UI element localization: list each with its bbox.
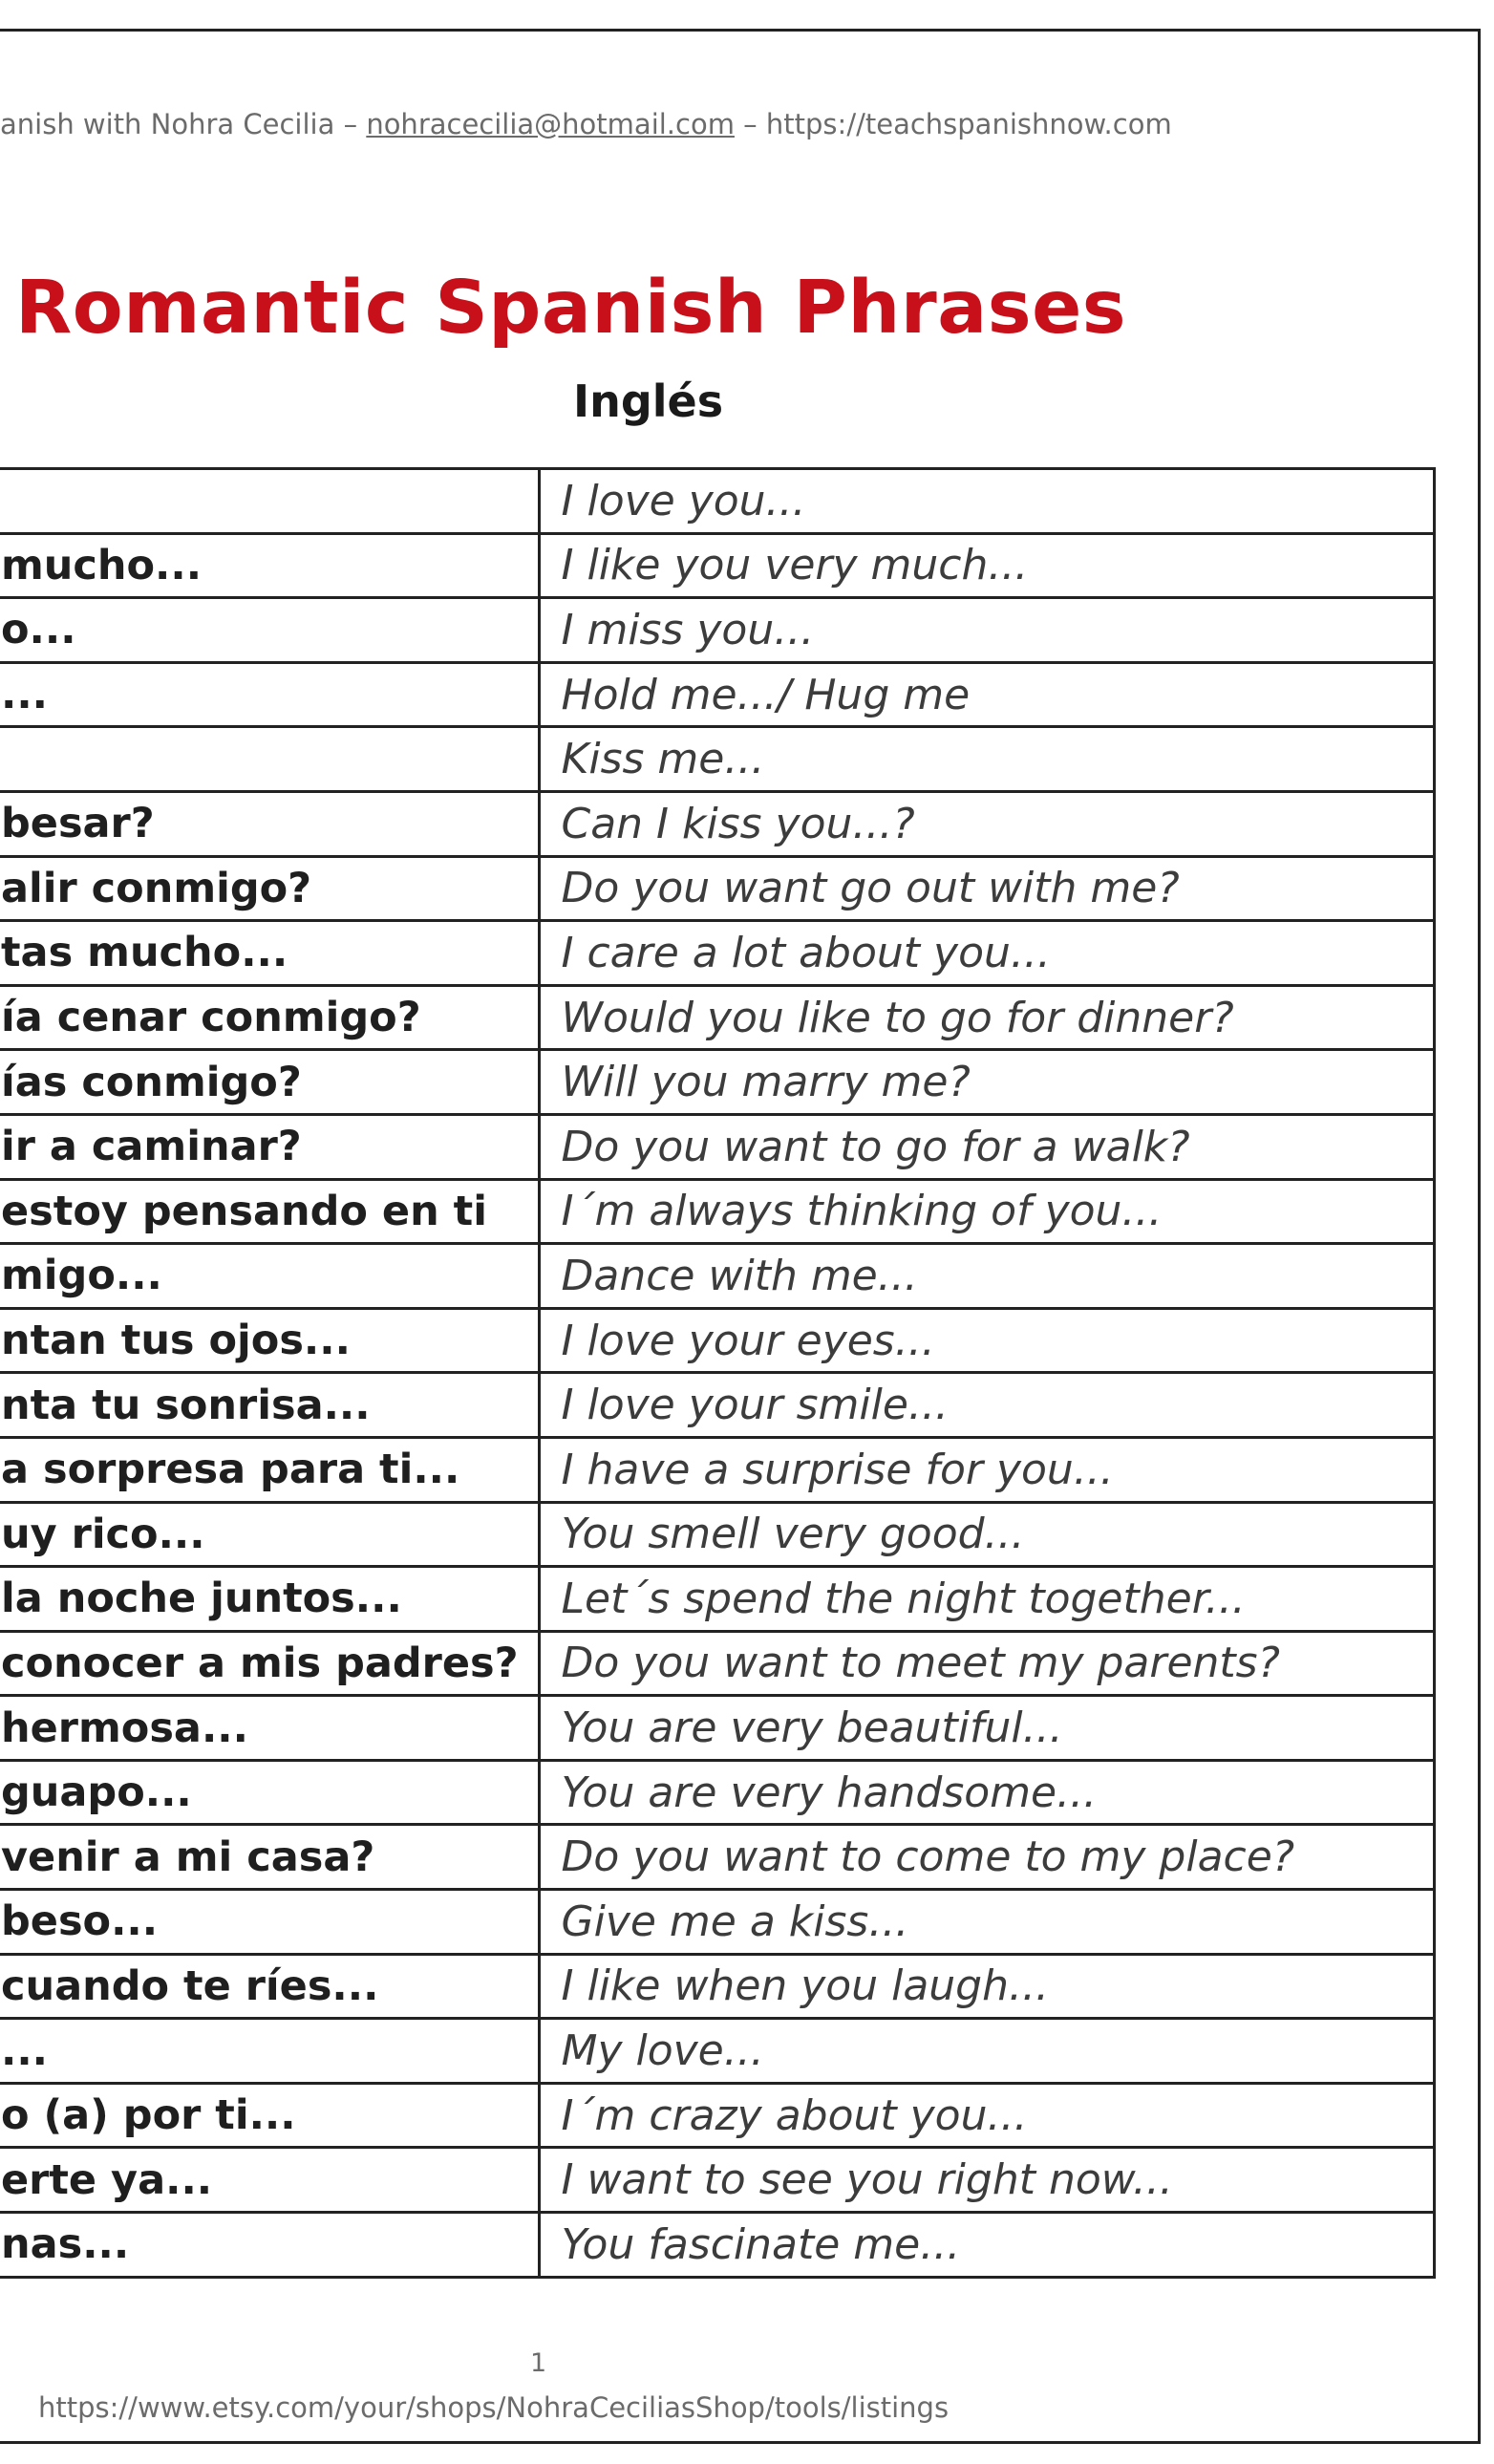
spanish-phrase-cell: ntan tus ojos...	[0, 1308, 539, 1373]
table-row	[0, 985, 1434, 1050]
spanish-phrase-cell: uy rico...	[0, 1502, 539, 1567]
table-row	[0, 469, 1434, 534]
table-row	[0, 1114, 1434, 1179]
spanish-phrase-cell: conocer a mis padres?	[0, 1631, 539, 1696]
spanish-phrase-cell: guapo...	[0, 1760, 539, 1825]
english-phrase-cell: I´m crazy about you...	[539, 2083, 1434, 2148]
spanish-phrase-cell: ía cenar conmigo?	[0, 985, 539, 1050]
phrases-table	[0, 467, 1436, 2279]
header-suffix: – https://teachspanishnow.com	[734, 108, 1172, 140]
spanish-phrase-cell: beso...	[0, 1890, 539, 1955]
english-phrase-cell: I like you very much...	[539, 533, 1434, 598]
table-row	[0, 598, 1434, 663]
english-phrase-cell: You are very beautiful...	[539, 1696, 1434, 1761]
footer-url: https://www.etsy.com/your/shops/NohraCeciliasShop/tools/listings	[38, 2391, 950, 2424]
english-phrase-cell: I love your smile...	[539, 1373, 1434, 1438]
spanish-phrase-cell: o (a) por ti...	[0, 2083, 539, 2148]
spanish-phrase-cell	[0, 469, 539, 534]
english-phrase-cell: My love...	[539, 2019, 1434, 2084]
spanish-phrase-cell: ...	[0, 2019, 539, 2084]
english-phrase-cell: Let´s spend the night together...	[539, 1567, 1434, 1632]
spanish-phrase-cell: ir a caminar?	[0, 1114, 539, 1179]
table-row	[0, 1244, 1434, 1309]
spanish-phrase-cell: estoy pensando en ti	[0, 1179, 539, 1244]
english-phrase-cell: You fascinate me...	[539, 2213, 1434, 2278]
table-row	[0, 1696, 1434, 1761]
english-phrase-cell: Will you marry me?	[539, 1050, 1434, 1115]
header-line	[0, 108, 1433, 140]
english-phrase-cell: I love you...	[539, 469, 1434, 534]
english-phrase-cell: Kiss me...	[539, 727, 1434, 792]
spanish-phrase-cell: besar?	[0, 791, 539, 856]
english-phrase-cell: Give me a kiss...	[539, 1890, 1434, 1955]
spanish-phrase-cell: alir conmigo?	[0, 856, 539, 921]
document-page	[0, 29, 1481, 2444]
english-phrase-cell: I like when you laugh...	[539, 1954, 1434, 2019]
table-row	[0, 2213, 1434, 2278]
table-row	[0, 1760, 1434, 1825]
english-phrase-cell: I care a lot about you...	[539, 921, 1434, 986]
header-prefix: anish with Nohra Cecilia –	[0, 108, 367, 140]
table-row	[0, 2148, 1434, 2213]
table-row	[0, 1954, 1434, 2019]
spanish-phrase-cell: venir a mi casa?	[0, 1825, 539, 1890]
spanish-phrase-cell: a sorpresa para ti...	[0, 1437, 539, 1502]
spanish-phrase-cell	[0, 727, 539, 792]
table-row	[0, 727, 1434, 792]
english-phrase-cell: Do you want to meet my parents?	[539, 1631, 1434, 1696]
english-phrase-cell: I want to see you right now...	[539, 2148, 1434, 2213]
spanish-phrase-cell: mucho...	[0, 533, 539, 598]
header-email-link[interactable]: nohracecilia@hotmail.com	[366, 108, 735, 140]
table-row	[0, 1437, 1434, 1502]
english-phrase-cell: I miss you...	[539, 598, 1434, 663]
table-row	[0, 533, 1434, 598]
english-phrase-cell: Do you want go out with me?	[539, 856, 1434, 921]
table-row	[0, 2019, 1434, 2084]
english-phrase-cell: You smell very good...	[539, 1502, 1434, 1567]
spanish-phrase-cell: nas...	[0, 2213, 539, 2278]
page-number: 1	[530, 2348, 547, 2378]
table-row	[0, 1050, 1434, 1115]
english-phrase-cell: Dance with me...	[539, 1244, 1434, 1309]
spanish-phrase-cell: hermosa...	[0, 1696, 539, 1761]
page-title: Romantic Spanish Phrases	[15, 266, 1127, 351]
table-row	[0, 1502, 1434, 1567]
english-phrase-cell: Would you like to go for dinner?	[539, 985, 1434, 1050]
spanish-phrase-cell: ...	[0, 662, 539, 727]
english-phrase-cell: Do you want to go for a walk?	[539, 1114, 1434, 1179]
spanish-phrase-cell: tas mucho...	[0, 921, 539, 986]
table-row	[0, 662, 1434, 727]
spanish-phrase-cell: ías conmigo?	[0, 1050, 539, 1115]
english-phrase-cell: I´m always thinking of you...	[539, 1179, 1434, 1244]
english-phrase-cell: Hold me.../ Hug me	[539, 662, 1434, 727]
table-row	[0, 1825, 1434, 1890]
table-row	[0, 1567, 1434, 1632]
spanish-phrase-cell: migo...	[0, 1244, 539, 1309]
table-row	[0, 791, 1434, 856]
table-row	[0, 856, 1434, 921]
phrases-table-body	[0, 469, 1434, 2278]
english-phrase-cell: You are very handsome...	[539, 1760, 1434, 1825]
spanish-phrase-cell: la noche juntos...	[0, 1567, 539, 1632]
table-row	[0, 1631, 1434, 1696]
spanish-phrase-cell: cuando te ríes...	[0, 1954, 539, 2019]
table-row	[0, 921, 1434, 986]
spanish-phrase-cell: nta tu sonrisa...	[0, 1373, 539, 1438]
table-row	[0, 1890, 1434, 1955]
column-heading-english: Inglés	[573, 375, 724, 427]
english-phrase-cell: Can I kiss you...?	[539, 791, 1434, 856]
english-phrase-cell: I love your eyes...	[539, 1308, 1434, 1373]
english-phrase-cell: Do you want to come to my place?	[539, 1825, 1434, 1890]
english-phrase-cell: I have a surprise for you...	[539, 1437, 1434, 1502]
spanish-phrase-cell: erte ya...	[0, 2148, 539, 2213]
table-row	[0, 1308, 1434, 1373]
table-row	[0, 1179, 1434, 1244]
spanish-phrase-cell: o...	[0, 598, 539, 663]
table-row	[0, 2083, 1434, 2148]
table-row	[0, 1373, 1434, 1438]
